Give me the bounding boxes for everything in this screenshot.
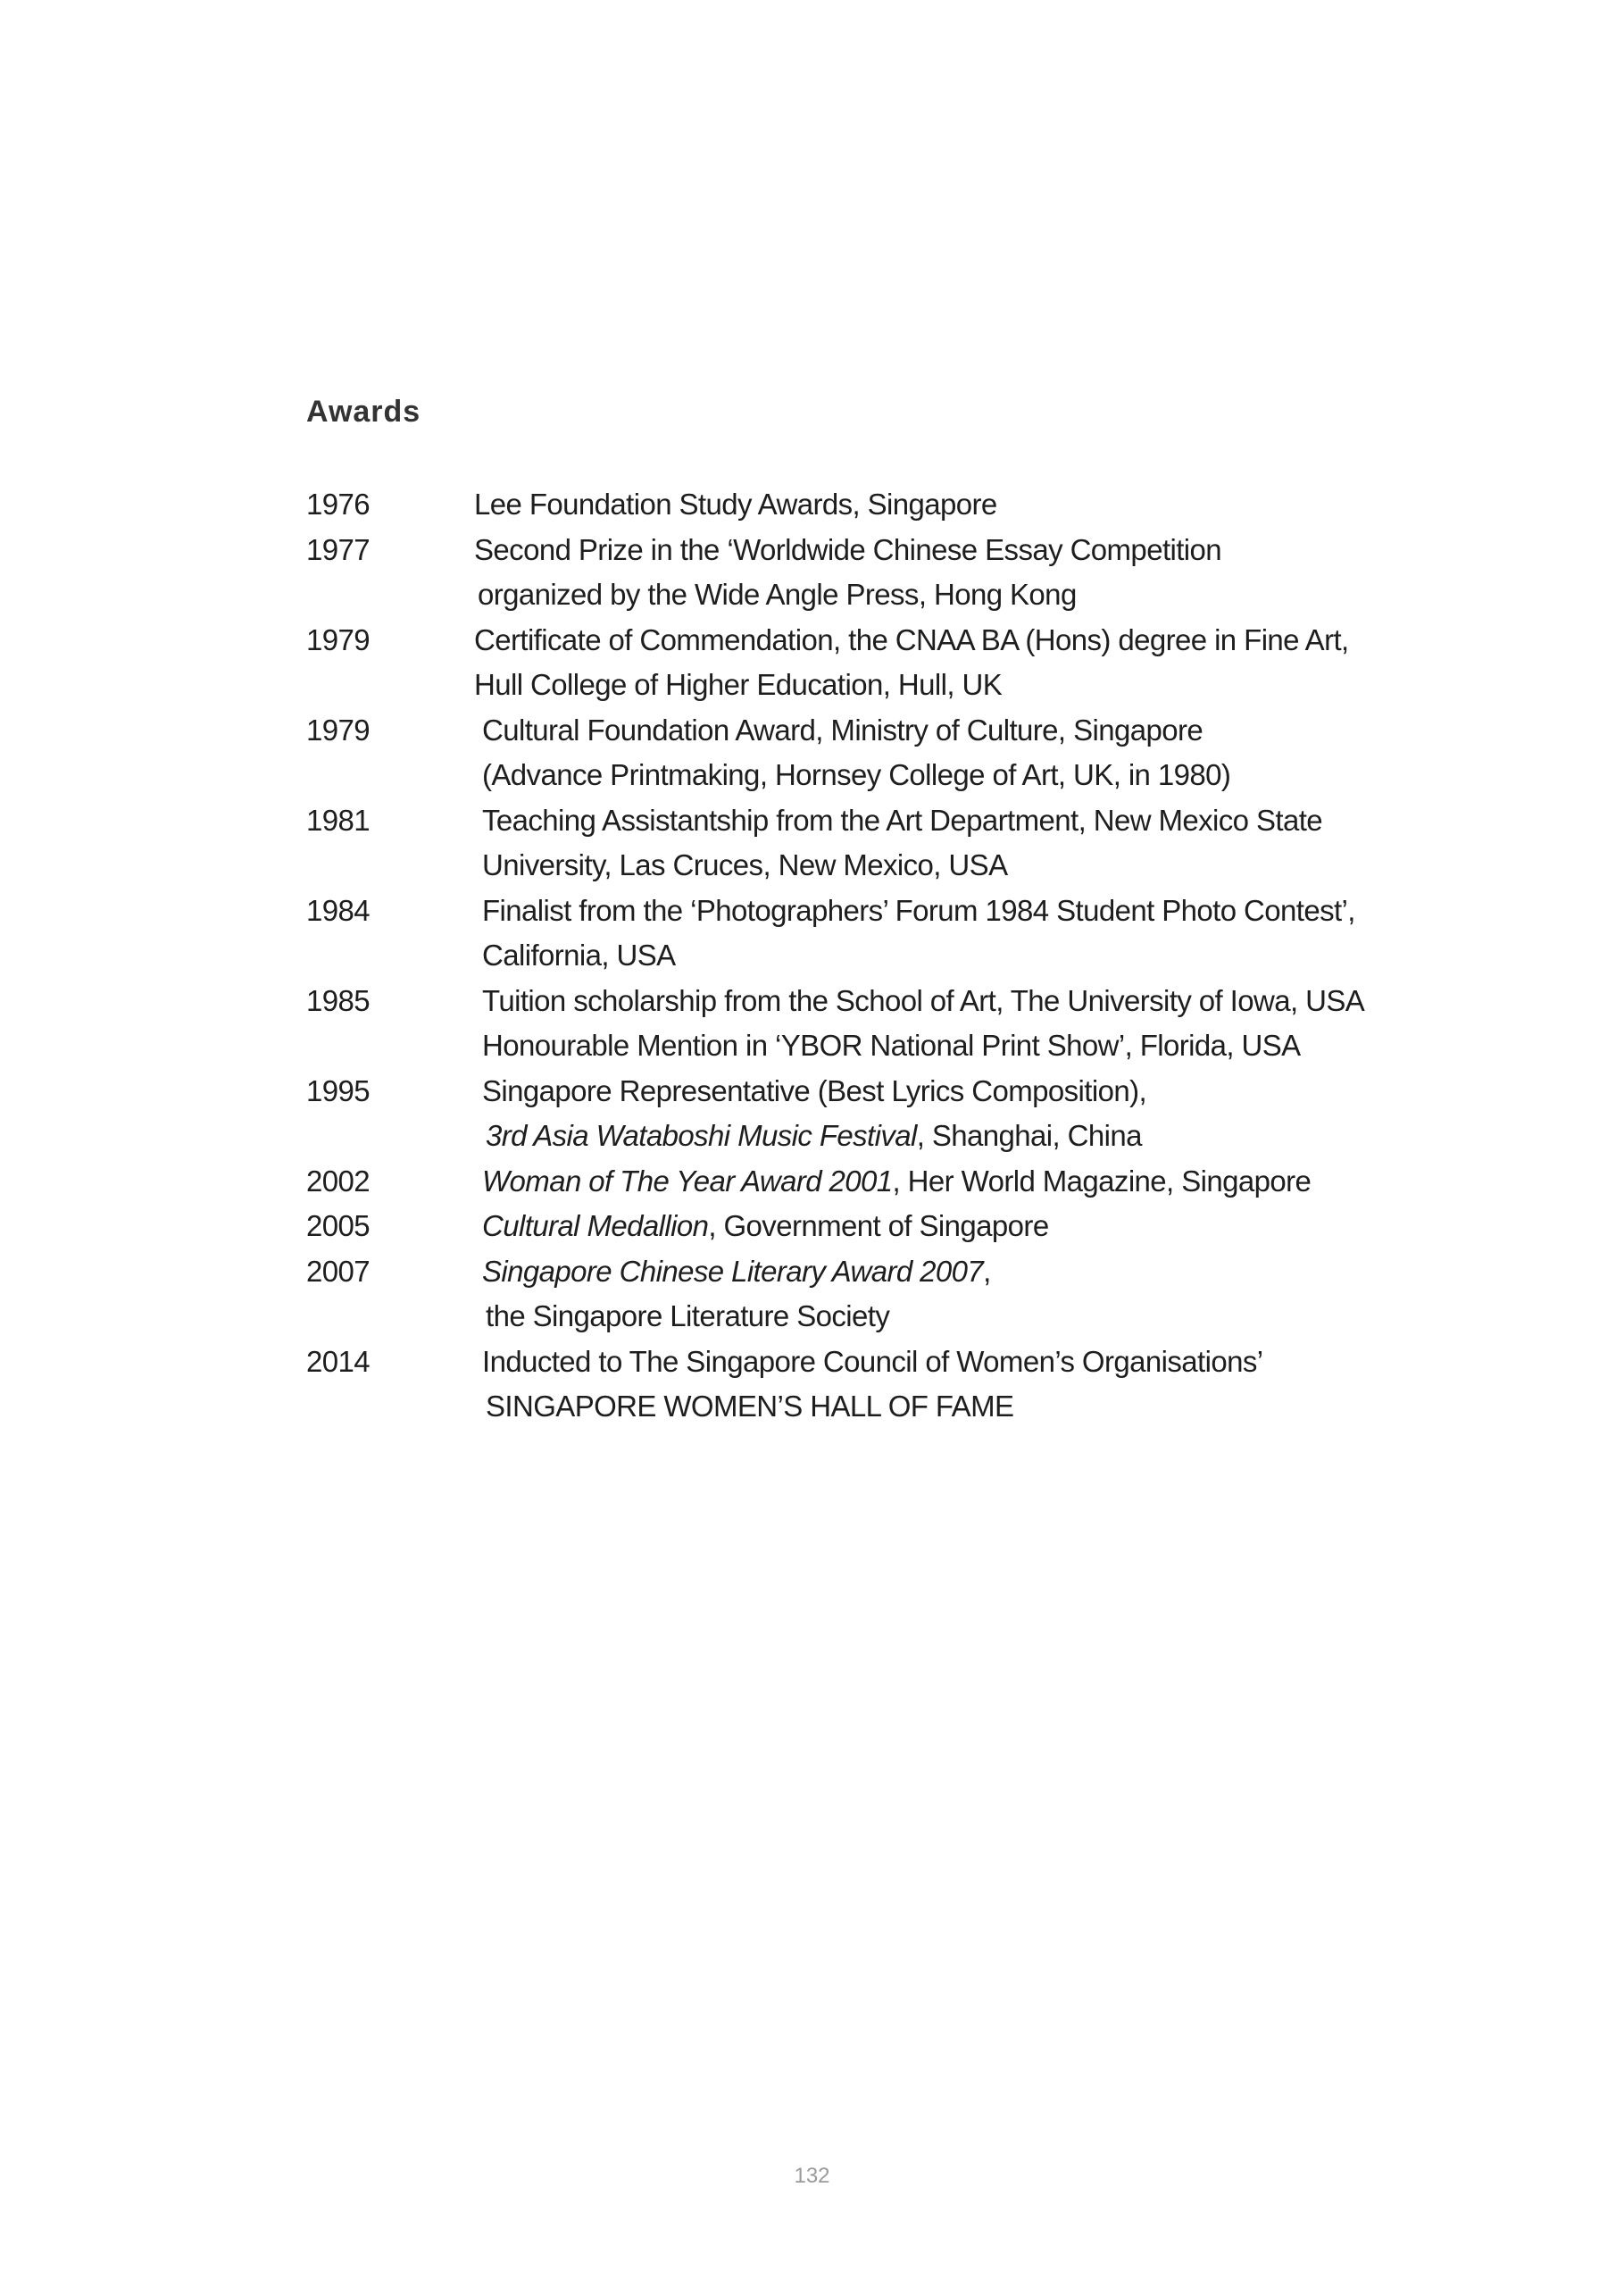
award-text	[482, 1249, 1378, 1295]
award-text: Hull College of Higher Education, Hull, UK	[474, 668, 1003, 701]
award-entry	[306, 798, 1378, 889]
award-entry	[306, 1340, 1378, 1430]
award-year: 1984	[306, 893, 371, 927]
award-entry	[306, 708, 1378, 798]
award-text: Tuition scholarship from the School of Art, The University of Iowa, USA	[482, 983, 1365, 1017]
page-number: 132	[794, 2164, 830, 2188]
award-text: Second Prize in the ‘Worldwide Chinese Essay Competition	[474, 532, 1222, 566]
award-text: Lee Foundation Study Awards, Singapore	[474, 488, 997, 521]
award-entry	[306, 1249, 1378, 1340]
award-text	[482, 1159, 1378, 1205]
award-year: 1981	[306, 803, 371, 837]
award-text: Finalist from the ‘Photographers’ Forum 1984 Student Photo Contest’,	[482, 893, 1355, 927]
award-year: 1979	[306, 622, 371, 656]
award-entry	[306, 528, 1378, 618]
award-text: Inducted to The Singapore Council of Women’s Organisations’	[482, 1344, 1263, 1378]
award-text: organized by the Wide Angle Press, Hong Kong	[478, 578, 1077, 611]
award-title: Cultural Medallion	[482, 1209, 709, 1242]
award-text: Cultural Foundation Award, Ministry of Culture, Singapore	[482, 713, 1203, 747]
award-year: 2007	[306, 1254, 371, 1288]
award-text	[482, 1204, 1378, 1249]
award-entry	[306, 618, 1378, 708]
award-detail: , Government of Singapore	[708, 1209, 1049, 1242]
award-year: 2014	[306, 1344, 371, 1378]
award-entry	[306, 979, 1378, 1069]
festival-name: 3rd Asia Wataboshi Music Festival	[486, 1119, 917, 1152]
award-text: the Singapore Literature Society	[486, 1299, 890, 1332]
award-text: California, USA	[482, 939, 676, 972]
award-entry	[306, 1159, 1378, 1205]
award-title: Singapore Chinese Literary Award 2007	[482, 1254, 984, 1288]
award-detail: , Her World Magazine, Singapore	[892, 1164, 1312, 1198]
award-text: Singapore Representative (Best Lyrics Composition),	[482, 1073, 1147, 1107]
award-year: 2005	[306, 1209, 371, 1242]
awards-list	[306, 482, 1378, 1430]
award-entry	[306, 482, 1378, 528]
award-text: Honourable Mention in ‘YBOR National Print Show’, Florida, USA	[482, 1029, 1301, 1062]
award-entry	[306, 889, 1378, 979]
award-text	[482, 1114, 1378, 1159]
award-year: 1985	[306, 983, 371, 1017]
award-text: SINGAPORE WOMEN’S HALL OF FAME	[486, 1390, 1014, 1423]
section-heading: Awards	[306, 395, 421, 429]
award-text: Certificate of Commendation, the CNAA BA (Hons) degree in Fine Art,	[474, 622, 1349, 656]
award-year: 2002	[306, 1164, 371, 1198]
award-entry	[306, 1069, 1378, 1159]
festival-location: , Shanghai, China	[916, 1119, 1142, 1152]
award-year: 1995	[306, 1073, 371, 1107]
award-year: 1976	[306, 488, 371, 521]
award-year: 1979	[306, 713, 371, 747]
award-text: University, Las Cruces, New Mexico, USA	[482, 848, 1008, 881]
award-entry	[306, 1204, 1378, 1249]
award-text: Teaching Assistantship from the Art Department, New Mexico State	[482, 803, 1323, 837]
award-year: 1977	[306, 532, 371, 566]
award-detail: ,	[983, 1254, 991, 1288]
award-text: (Advance Printmaking, Hornsey College of Art, UK, in 1980)	[482, 758, 1231, 791]
award-title: Woman of The Year Award 2001	[482, 1164, 893, 1198]
